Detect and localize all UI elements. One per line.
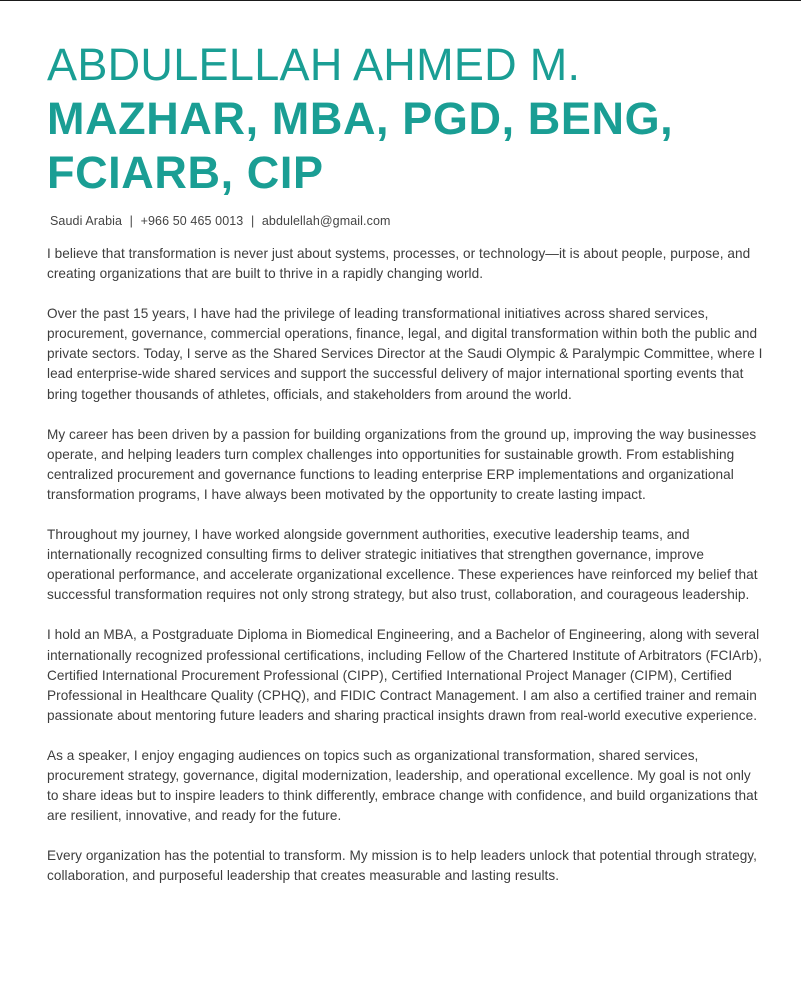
paragraph: My career has been driven by a passion for building organizations from the ground up, improving the way businesses operate, and helping leaders turn complex challenges into opportunities for sustainable growth. From establishing centralized procurement and governance functions to leading enterprise ERP implementations and organizational transformation programs, I have always been motivated by the opportunity to create lasting impact. <box>47 426 757 502</box>
paragraph: Throughout my journey, I have worked alongside government authorities, executive leadership teams, and internationally recognized consulting firms to deliver strategic initiatives that strengthen governance, improve operational performance, and accelerate organizational excellence. These experiences have reinforced my belief that successful transformation requires not only strong strategy, but also trust, collaboration, and courageous leadership. <box>47 527 758 603</box>
document-page <box>47 38 763 906</box>
contact-separator: | <box>250 214 255 228</box>
contact-separator: | <box>129 214 134 228</box>
name-second-line: MAZHAR, MBA, PGD, BENG, <box>47 93 674 144</box>
paragraph: Over the past 15 years, I have had the privilege of leading transformational initiatives across shared services, procurement, governance, commercial operations, finance, legal, and digital transformation within both the public and private sectors. Today, I serve as the Shared Services Director at the Saudi Olympic & Paralympic Committee, where I lead enterprise-wide shared services and support the successful delivery of major international sporting events that bring together thousands of athletes, officials, and stakeholders from around the world. <box>47 306 763 402</box>
paragraph: I hold an MBA, a Postgraduate Diploma in Biomedical Engineering, and a Bachelor of Engineering, along with several internationally recognized professional certifications, including Fellow of the Chartered Institute of Arbitrators (FCIArb), Certified International Procurement Professional (CIPP), Certified International Project Manager (CIPM), Certified Professional in Healthcare Quality (CPHQ), and FIDIC Contract Management. I am also a certified trainer and remain passionate about mentoring future leaders and sharing practical insights drawn from real-world executive experience. <box>47 627 762 723</box>
name-first-line: ABDULELLAH AHMED M. <box>47 39 581 90</box>
paragraph: I believe that transformation is never just about systems, processes, or technology—it is about people, purpose, and creating organizations that are built to thrive in a rapidly changing world. <box>47 246 751 282</box>
paragraph: As a speaker, I enjoy engaging audiences on topics such as organizational transformation, shared services, procurement strategy, governance, digital modernization, leadership, and operational excellence. My goal is not only to share ideas but to inspire leaders to think differently, embrace change with confidence, and build organizations that are resilient, innovative, and ready for the future. <box>47 747 758 824</box>
bio-body <box>47 244 763 886</box>
paragraph: Every organization has the potential to transform. My mission is to help leaders unlock that potential through strategy, collaboration, and purposeful leadership that creates measurable and lasting results. <box>47 848 757 884</box>
contact-email[interactable]: abdulellah@gmail.com <box>261 214 391 228</box>
name-heading <box>47 38 763 200</box>
name-third-line: FCIARB, CIP <box>47 147 324 198</box>
contact-phone[interactable]: +966 50 465 0013 <box>140 214 244 228</box>
contact-line <box>50 214 763 228</box>
top-border-line <box>0 0 801 1</box>
contact-location: Saudi Arabia <box>50 214 123 228</box>
